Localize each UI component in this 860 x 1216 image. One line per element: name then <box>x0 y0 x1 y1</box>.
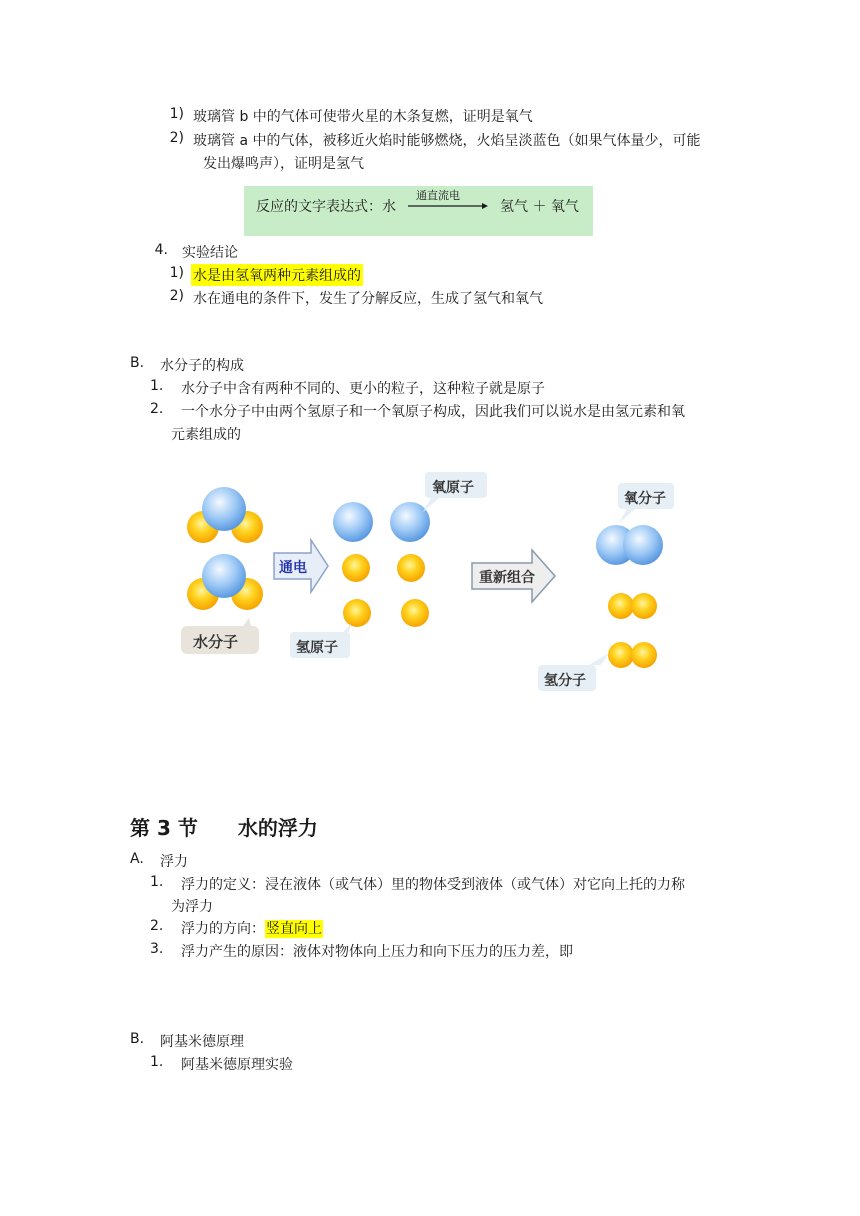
section-title: 浮力 <box>160 854 188 870</box>
electrolysis-molecule-diagram <box>175 468 685 696</box>
oxygen-atom-label: 氧原子 <box>432 480 474 496</box>
oxygen-atom <box>390 502 430 542</box>
list-number: 4. <box>154 242 168 258</box>
section-letter: B. <box>130 355 145 371</box>
list-item-text: 阿基米德原理实验 <box>181 1057 293 1073</box>
hydrogen-atom <box>401 599 429 627</box>
list-item-text: 浮力产生的原因：液体对物体向上压力和向下压力的压力差，即 <box>181 944 573 960</box>
hydrogen-molecule <box>608 593 657 619</box>
list-number: 2) <box>169 130 184 146</box>
list-number: 1. <box>150 874 164 890</box>
list-item-text: 水分子中含有两种不同的、更小的粒子，这种粒子就是原子 <box>181 381 545 397</box>
highlighted-text: 竖直向上 <box>266 921 322 937</box>
list-item-text <box>181 918 323 938</box>
list-number: 1. <box>150 1054 164 1070</box>
section-title: 水分子的构成 <box>160 358 244 374</box>
equation-box <box>244 186 593 236</box>
highlighted-conclusion: 水是由氢氧两种元素组成的 <box>191 264 363 286</box>
electrify-arrow-icon <box>274 540 328 592</box>
section-letter: B. <box>130 1031 145 1047</box>
reaction-arrow-icon <box>408 202 488 210</box>
list-item-text-continued: 为浮力 <box>171 899 213 915</box>
section-letter: A. <box>130 851 144 867</box>
oxygen-molecule <box>596 525 663 565</box>
oxygen-atom <box>623 525 663 565</box>
electrify-label: 通电 <box>279 560 307 576</box>
list-item-text: 玻璃管 b 中的气体可使带火星的木条复燃，证明是氧气 <box>193 109 533 125</box>
list-item-text-continued: 发出爆鸣声），证明是氢气 <box>203 156 364 172</box>
reaction-products: 氢气 ＋ 氧气 <box>500 199 579 215</box>
oxygen-molecule-label: 氧分子 <box>624 491 666 507</box>
hydrogen-atom-label: 氢原子 <box>296 640 338 656</box>
recombine-arrow-icon <box>472 550 555 602</box>
hydrogen-atom <box>343 599 371 627</box>
oxygen-atom <box>333 502 373 542</box>
hydrogen-atom <box>342 554 370 582</box>
recombine-label: 重新组合 <box>479 570 535 586</box>
section-title: 实验结论 <box>182 245 238 261</box>
water-molecule-label: 水分子 <box>193 633 239 651</box>
hydrogen-atom <box>397 554 425 582</box>
hydrogen-molecule <box>608 642 657 668</box>
list-item-text: 水在通电的条件下，发生了分解反应，生成了氢气和氧气 <box>193 291 543 307</box>
hydrogen-atom <box>631 593 657 619</box>
list-item-text: 玻璃管 a 中的气体，被移近火焰时能够燃烧，火焰呈淡蓝色（如果气体量少，可能 <box>193 133 701 149</box>
list-number: 1) <box>169 265 184 281</box>
water-molecule-top <box>187 487 263 543</box>
list-number: 1) <box>169 106 184 122</box>
list-item-text-continued: 元素组成的 <box>171 427 241 443</box>
list-number: 2. <box>150 401 164 417</box>
hydrogen-atom <box>631 642 657 668</box>
equation-label: 反应的文字表达式：水 <box>256 199 396 215</box>
hydrogen-atom <box>608 593 634 619</box>
list-number: 2. <box>150 918 164 934</box>
oxygen-atom <box>202 487 246 531</box>
list-number: 1. <box>150 378 164 394</box>
reaction-condition: 通直流电 <box>416 189 460 202</box>
section-heading: 第 3 节 水的浮力 <box>130 816 318 840</box>
water-molecule-bottom <box>187 554 263 610</box>
text-prefix: 浮力的方向： <box>181 921 265 937</box>
hydrogen-atom <box>608 642 634 668</box>
list-number: 2) <box>169 288 184 304</box>
list-item-text: 一个水分子中由两个氢原子和一个氧原子构成，因此我们可以说水是由氢元素和氧 <box>181 404 685 420</box>
oxygen-atom <box>202 554 246 598</box>
section-title: 阿基米德原理 <box>160 1034 244 1050</box>
hydrogen-molecule-label: 氢分子 <box>544 673 586 689</box>
list-number: 3. <box>150 941 164 957</box>
list-item-text: 浮力的定义：浸在液体（或气体）里的物体受到液体（或气体）对它向上托的力称 <box>181 877 685 893</box>
